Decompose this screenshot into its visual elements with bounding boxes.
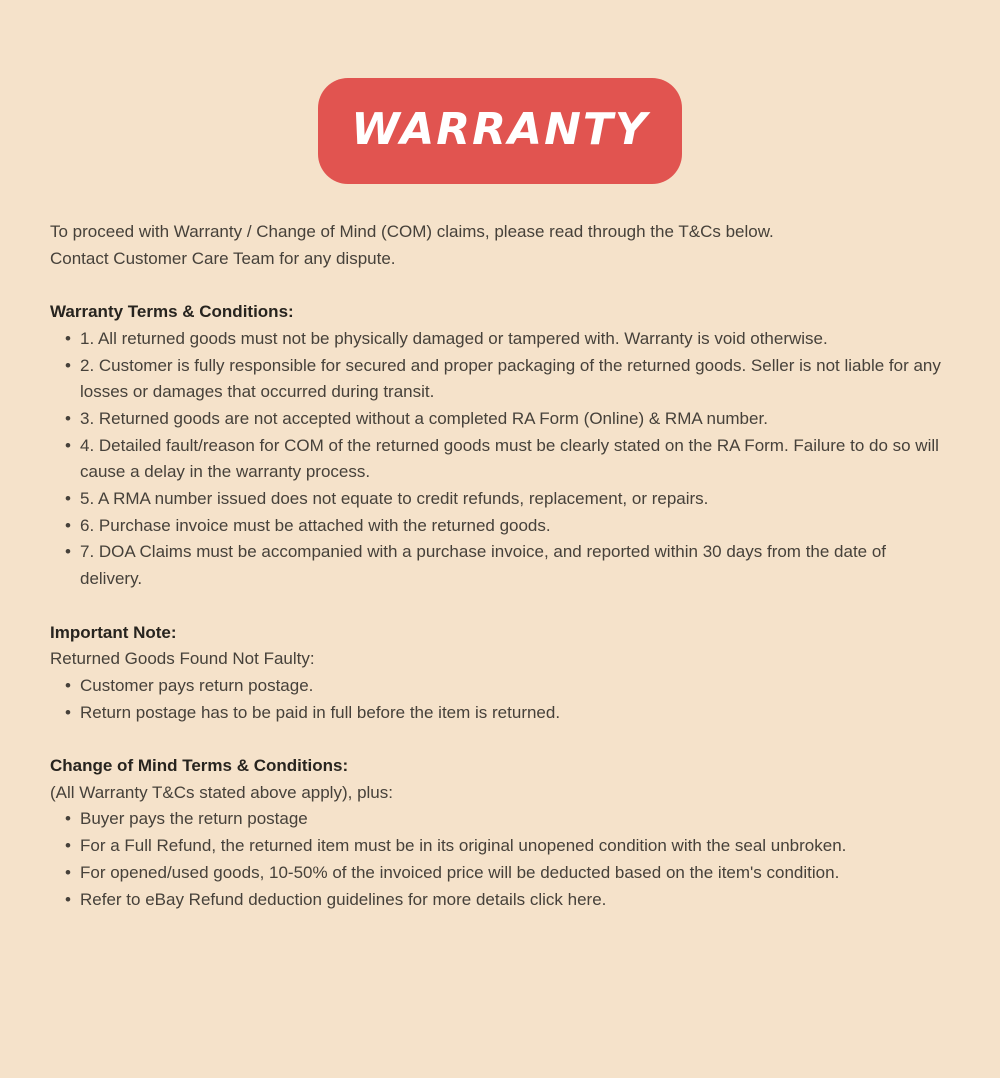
section-change-of-mind: [50, 753, 945, 913]
warranty-term-item-5: • 5. A RMA number issued does not equate to credit refunds, replacement, or repairs.: [50, 486, 945, 513]
warranty-content: [0, 184, 1000, 913]
change-of-mind-list: [50, 806, 945, 913]
change-of-mind-item-2: • For a Full Refund, the returned item must be in its original unopened condition with the seal unbroken.: [50, 833, 945, 860]
important-note-list: [50, 673, 945, 726]
warranty-badge-label: WARRANTY: [351, 103, 649, 155]
intro-line-1: To proceed with Warranty / Change of Mind (COM) claims, please read through the T&Cs below.: [50, 222, 774, 241]
change-of-mind-item-4: [50, 887, 945, 914]
change-of-mind-item-1: • Buyer pays the return postage: [50, 806, 945, 833]
warranty-terms-list: [50, 326, 945, 593]
warranty-badge: [318, 78, 682, 184]
section-important-note: [50, 620, 945, 727]
warranty-term-item-6: • 6. Purchase invoice must be attached with the returned goods.: [50, 513, 945, 540]
warranty-term-item-1: • 1. All returned goods must not be physically damaged or tampered with. Warranty is void otherwise.: [50, 326, 945, 353]
warranty-term-item-3: • 3. Returned goods are not accepted without a completed RA Form (Online) & RMA number.: [50, 406, 945, 433]
warranty-terms-heading: Warranty Terms & Conditions:: [50, 302, 294, 322]
important-note-item-2: • Return postage has to be paid in full before the item is returned.: [50, 700, 945, 727]
warranty-page: [0, 78, 1000, 1078]
refund-guidelines-text: Refer to eBay Refund deduction guidelines for more details: [80, 889, 526, 909]
warranty-term-item-2: • 2. Customer is fully responsible for secured and proper packaging of the returned goods. Seller is not liable for any losses or damages that occurred during transit.: [50, 353, 945, 406]
important-note-item-1: • Customer pays return postage.: [50, 673, 945, 700]
change-of-mind-item-3: • For opened/used goods, 10-50% of the invoiced price will be deducted based on the item's condition.: [50, 860, 945, 887]
important-note-heading: Important Note:: [50, 622, 177, 642]
important-note-subtitle: Returned Goods Found Not Faulty:: [50, 649, 315, 669]
warranty-term-item-4: • 4. Detailed fault/reason for COM of the returned goods must be clearly stated on the RA Form. Failure to do so will cause a delay in the warranty process.: [50, 433, 945, 486]
change-of-mind-heading: Change of Mind Terms & Conditions:: [50, 756, 349, 776]
section-warranty-terms: [50, 299, 945, 593]
click-here-link[interactable]: click here.: [529, 889, 607, 909]
warranty-term-item-7: • 7. DOA Claims must be accompanied with a purchase invoice, and reported within 30 days from the date of delivery.: [50, 539, 945, 592]
change-of-mind-subtitle: (All Warranty T&Cs stated above apply), plus:: [50, 782, 393, 802]
intro-line-2: Contact Customer Care Team for any dispute.: [50, 248, 396, 268]
